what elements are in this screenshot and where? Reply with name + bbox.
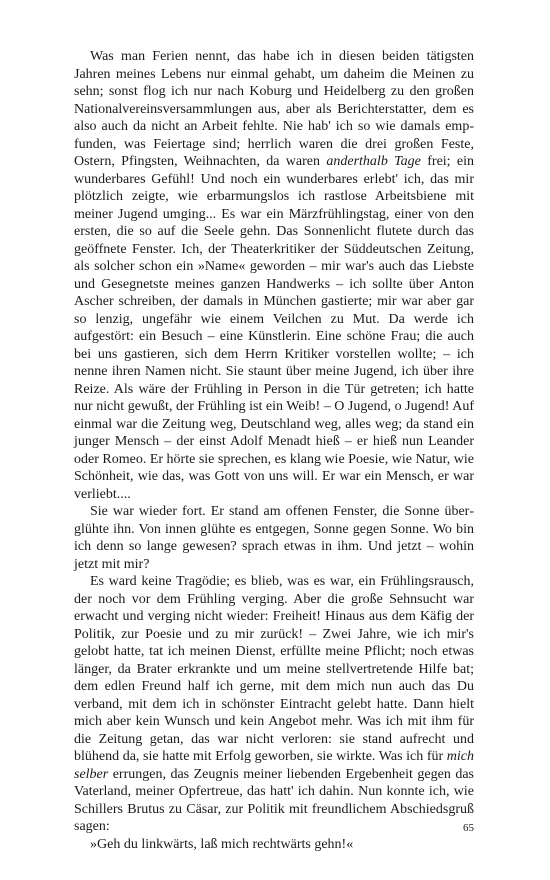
paragraph-text: frei; ein wunderbares Gefühl! Und noch ein wunderbares erlebt' ich, das mir plötzlich zeigte, wie erbarmungslos ich rastlose Arbeitsbiene mit meiner Jugend umging... Es war ein Märzfrühlingstag, einer von den ersten, die so auf die Seele gehn. Das Sonnenlicht flutete durch das geöffnete Fenster. Ich, der Theaterkritiker der Süddeutschen Zeitung, als solcher schon ein »Name« geworden – mir war's auch das Liebste und Gesegnetste meines ganzen Handwerks – ich sollte über Anton Ascher schreiben, der damals in München gastierte; mir war aber gar so lenzig, ungefähr wie einem Veilchen zu Mut. Da werde ich aufgestört: ein Besuch – eine Künstlerin. Eine schöne Frau; die auch bei uns gastieren, sich dem Herrn Kritiker vorstellen wollte; – ich nenne ihren Namen nicht. Sie staunt über meine Jugend, ich über ihre Reize. Als wäre der Frühling in Person in die Tür getreten; ich hatte nur nicht gewußt, der Frühling ist ein Weib! – O Jugend, o Jugend! Auf einmal war die Zeitung weg, Deutschland weg, alles weg; da stand ein junger Mensch – der einst Adolf Menadt hieß – er hieß nun Leander oder Romeo. Er hörte sie sprechen, es klang wie Poesie, wie Natur, wie Schönheit, wie das, was Gott von uns will. Er war ein Mensch, er war verliebt.... <box>74 154 475 502</box>
paragraph-3 <box>74 573 474 836</box>
emphasis-text: mich selber <box>74 749 474 782</box>
paragraph-text: Sie war wieder fort. Er stand am offenen Fenster, die Sonne überglühte ihn. Von innen glühte es entgegen, Sonne gegen Sonne. Wo bin ich denn so lange gewesen? sprach etwas in ihm. Und jetzt – wohin jetzt mit mir? <box>74 504 474 572</box>
paragraph-text: Es ward keine Tragödie; es blieb, was es war, ein Frühlingsrausch, der noch vor dem Frühling verging. Aber die große Sehnsucht war erwacht und verging nicht wieder: Freiheit! Hinaus aus dem Käfig der Politik, zur Poesie und zu mir zurück! – Zwei Jahre, wie ich mir's gelobt hatte, tat ich meinen Dienst, erfüllte meine Pflicht; noch etwas länger, da Brater erkrankte und um meine stellvertretende Hilfe bat; dem edlen Freund half ich gerne, mit dem mich nun auch das Du verband, mit dem ich in schönster Eintracht gelebt hatte. Dann hielt mich aber kein Wunsch und kein Angebot mehr. Was ich mit ihm für die Zeitung getan, das war nicht verloren: sie stand aufrecht und blühend da, sie hatte mit Erfolg geworben, sie wirkte. Was ich für <box>74 574 474 764</box>
body-text <box>74 48 474 853</box>
paragraph-4 <box>74 836 474 854</box>
paragraph-2 <box>74 503 474 573</box>
emphasis-text: anderthalb Tage <box>326 154 421 169</box>
page-number: 65 <box>463 822 474 834</box>
paragraph-text: »Geh du linkwärts, laß mich rechtwärts gehn!« <box>90 836 354 852</box>
paragraph-text: Was man Ferien nennt, das habe ich in diesen beiden tätigsten Jahren meines Lebens nur einmal gehabt, um daheim die Meinen zu sehn; sonst flog ich nur nach Koburg und Heidelberg zu den großen Nationalvereinsversammlungen aus, aber als Berichterstatter, dem es also auch da nicht an Arbeit fehlte. Nie hab' ich so wie damals empfunden, was Feiertage sind; herrlich waren die drei großen Feste, Ostern, Pfingsten, Weihnachten, da waren <box>74 49 474 169</box>
paragraph-1 <box>74 48 474 503</box>
paragraph-text: errungen, das Zeugnis meiner liebenden Ergebenheit gegen das Vaterland, meiner Opfertreue, das hatt' ich dahin. Nun konnte ich, wie Schillers Brutus zu Cäsar, zur Politik mit freundlichem Abschiedsgruß sagen: <box>74 766 474 834</box>
